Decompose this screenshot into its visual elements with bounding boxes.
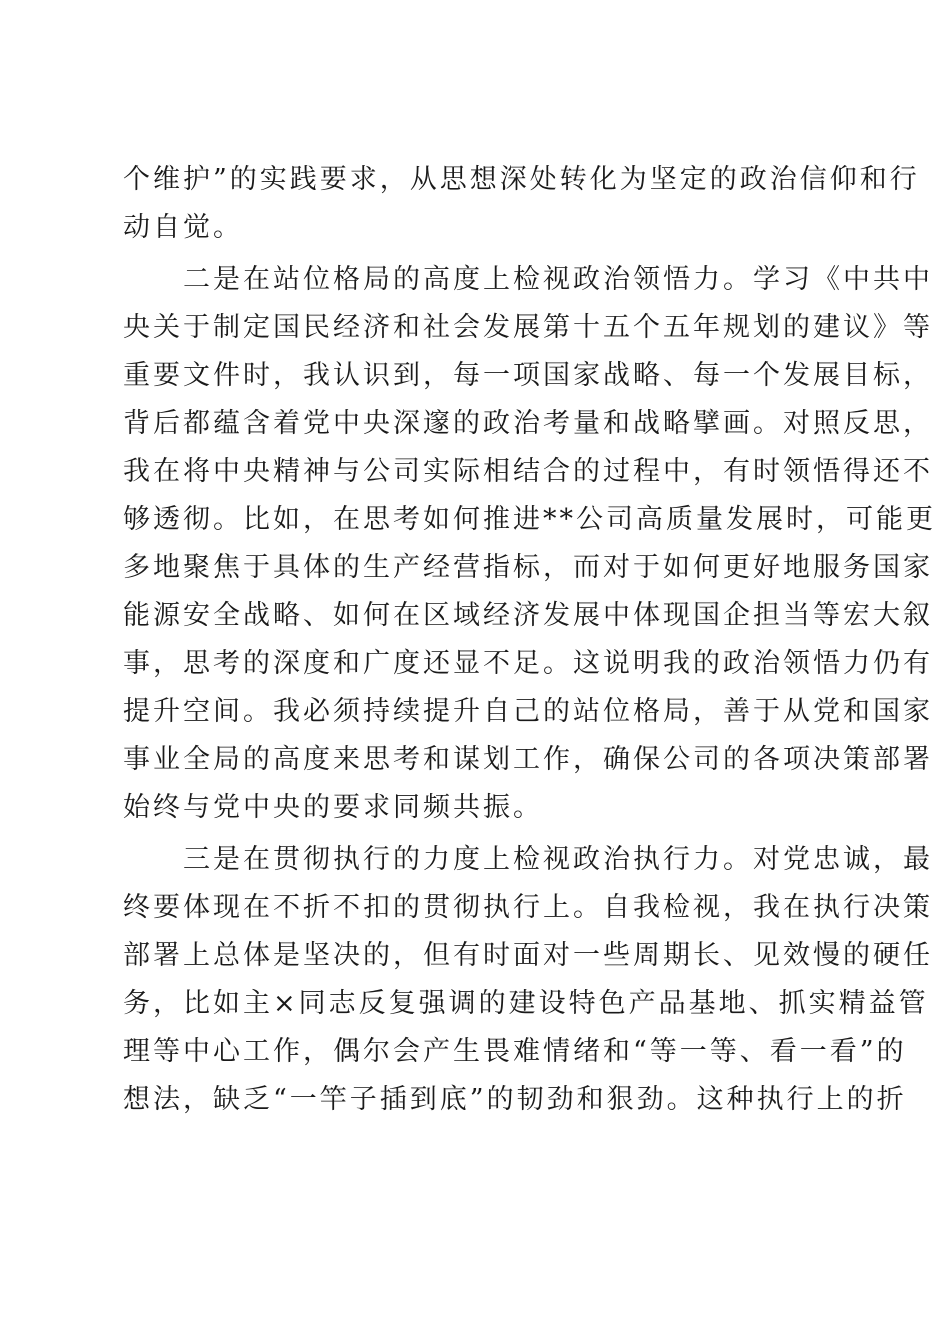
text-line: 重要文件时，我认识到，每一项国家战略、每一个发展目标， — [123, 360, 933, 391]
text-line: 事业全局的高度来思考和谋划工作，确保公司的各项决策部署 — [123, 744, 933, 775]
text-line: 部署上总体是坚决的，但有时面对一些周期长、见效慢的硬任 — [123, 940, 933, 971]
text-line: 始终与党中央的要求同频共振。 — [123, 792, 543, 823]
paragraph-3 — [123, 836, 933, 1124]
text-line: 多地聚焦于具体的生产经营指标，而对于如何更好地服务国家 — [123, 552, 933, 583]
text-line: 二是在站位格局的高度上检视政治领悟力。学习《中共中 — [123, 264, 933, 295]
text-line: 央关于制定国民经济和社会发展第十五个五年规划的建议》等 — [123, 312, 933, 343]
text-line: 能源安全战略、如何在区域经济发展中体现国企担当等宏大叙 — [123, 600, 933, 631]
paragraph-1 — [123, 156, 920, 252]
text-line: 想法，缺乏“一竿子插到底”的韧劲和狠劲。这种执行上的折 — [123, 1084, 907, 1115]
text-line: 够透彻。比如，在思考如何推进**公司高质量发展时，可能更 — [123, 504, 936, 535]
text-line: 终要体现在不折不扣的贯彻执行上。自我检视，我在执行决策 — [123, 892, 933, 923]
text-line: 背后都蕴含着党中央深邃的政治考量和战略擘画。对照反思， — [123, 408, 933, 439]
text-line: 个维护”的实践要求，从思想深处转化为坚定的政治信仰和行 — [123, 164, 920, 195]
text-line: 动自觉。 — [123, 212, 243, 243]
text-line: 理等中心工作，偶尔会产生畏难情绪和“等一等、看一看”的 — [123, 1036, 907, 1067]
text-line: 我在将中央精神与公司实际相结合的过程中，有时领悟得还不 — [123, 456, 933, 487]
text-line: 务，比如主×同志反复强调的建设特色产品基地、抓实精益管 — [123, 988, 929, 1019]
document-body — [123, 156, 936, 1128]
paragraph-2 — [123, 256, 936, 832]
text-line: 三是在贯彻执行的力度上检视政治执行力。对党忠诚，最 — [123, 844, 933, 875]
text-line: 事，思考的深度和广度还显不足。这说明我的政治领悟力仍有 — [123, 648, 933, 679]
text-line: 提升空间。我必须持续提升自己的站位格局，善于从党和国家 — [123, 696, 933, 727]
